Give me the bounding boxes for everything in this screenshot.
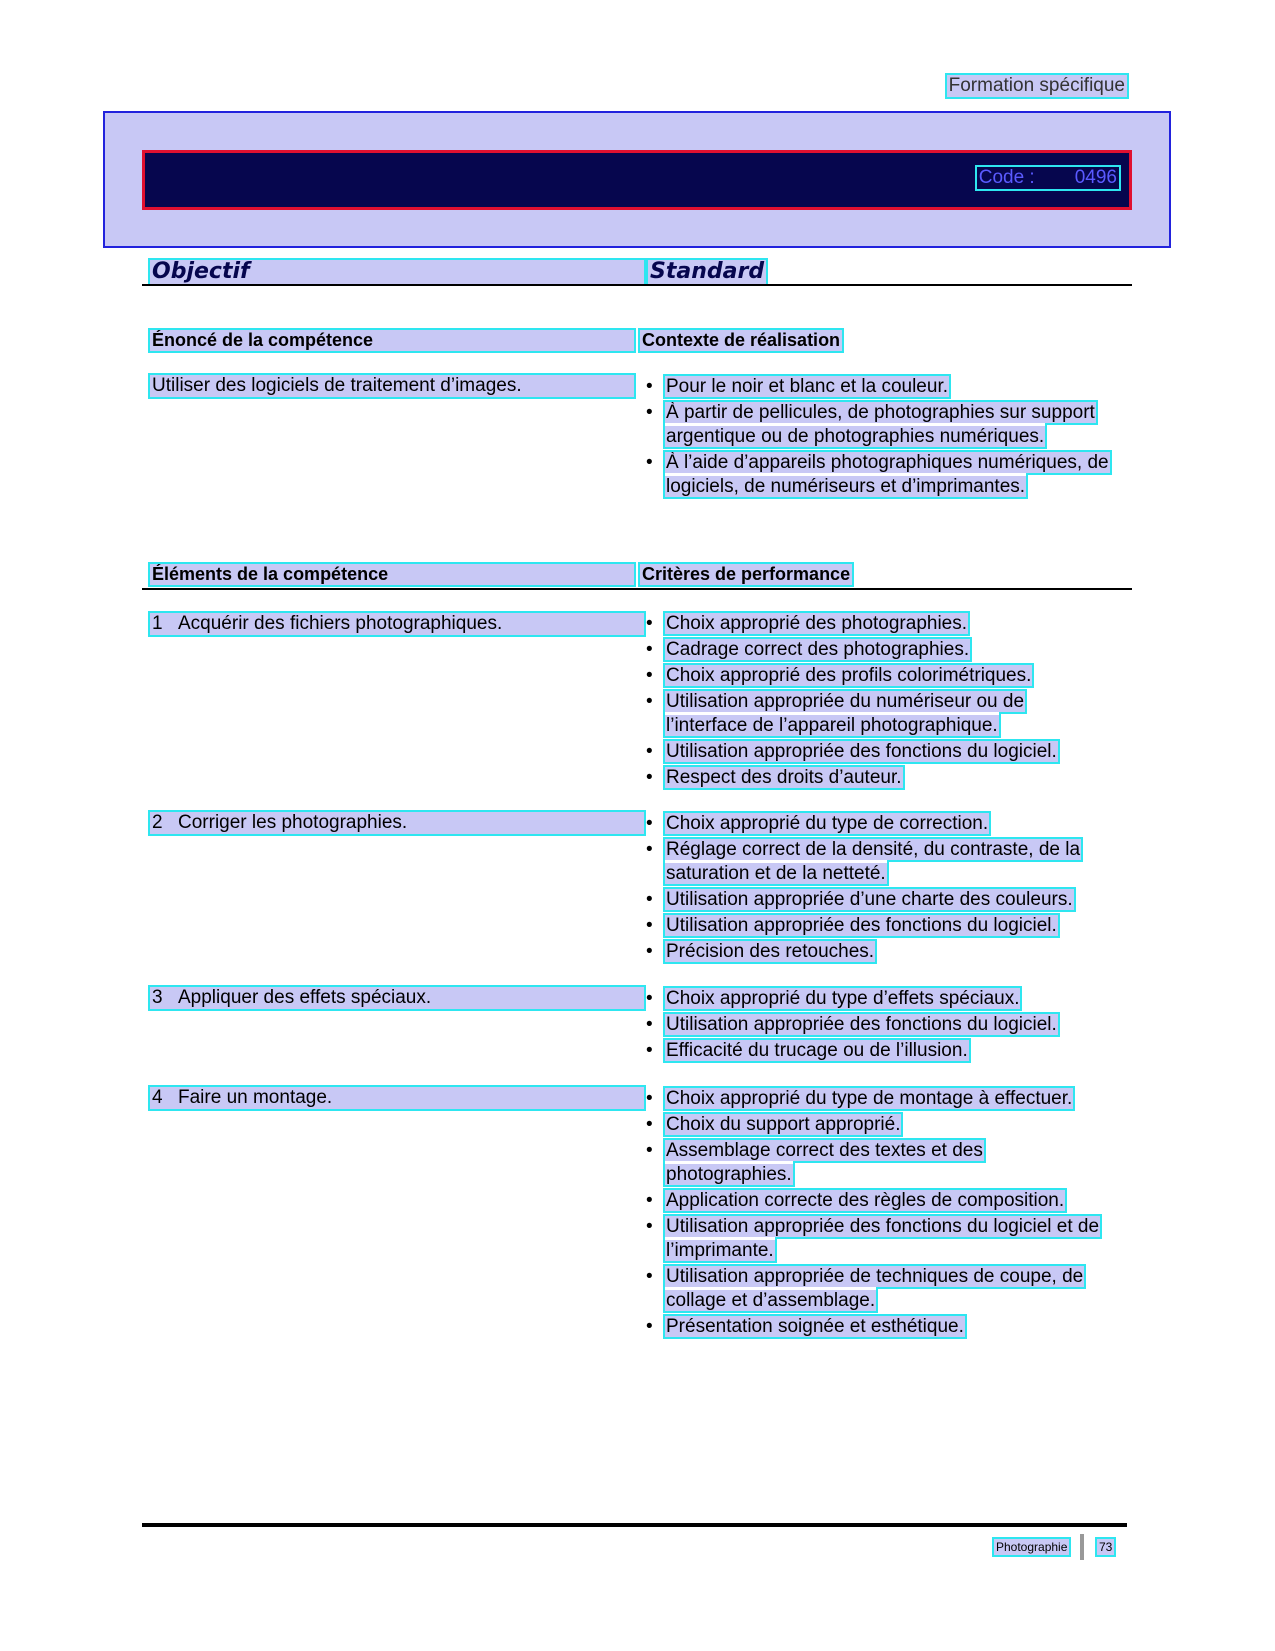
list-item: • Présentation soignée et esthétique. bbox=[643, 1315, 1133, 1339]
list-item: • Choix approprié du type de montage à effectuer. bbox=[643, 1087, 1133, 1111]
list-item: • Réglage correct de la densité, du contraste, de la saturation et de la netteté. bbox=[643, 838, 1133, 886]
page-number: 73 bbox=[1099, 1540, 1113, 1554]
list-item: • Utilisation appropriée des fonctions du logiciel. bbox=[643, 740, 1133, 764]
list-item: • Pour le noir et blanc et la couleur. bbox=[643, 375, 1113, 399]
footer-separator bbox=[1080, 1534, 1084, 1560]
program-section-label: Formation spécifique bbox=[948, 75, 1125, 96]
list-item: • Utilisation appropriée d’une charte des couleurs. bbox=[643, 888, 1133, 912]
competence-statement: Utiliser des logiciels de traitement d’images. bbox=[150, 375, 634, 397]
list-item: • Utilisation appropriée des fonctions du logiciel et de l’imprimante. bbox=[643, 1215, 1133, 1263]
list-item: • Choix approprié du type d’effets spéciaux. bbox=[643, 987, 1133, 1011]
title-bar bbox=[142, 150, 1132, 210]
heading-divider bbox=[142, 284, 1132, 286]
list-item: • Respect des droits d’auteur. bbox=[643, 766, 1133, 790]
list-item: • Utilisation appropriée de techniques de coupe, de collage et d’assemblage. bbox=[643, 1265, 1133, 1313]
list-item: • À partir de pellicules, de photographies sur support argentique ou de photographies numériques. bbox=[643, 401, 1113, 449]
code-label: Code : bbox=[978, 167, 1035, 188]
element-row-3 bbox=[150, 987, 644, 1009]
objective-column-heading: Objectif bbox=[150, 260, 644, 284]
element-row-1 bbox=[150, 613, 644, 635]
list-item: • Efficacité du trucage ou de l’illusion. bbox=[643, 1039, 1133, 1063]
element-label: Acquérir des fichiers photographiques. bbox=[178, 613, 503, 634]
element-label: Appliquer des effets spéciaux. bbox=[178, 987, 432, 1008]
statement-heading: Énoncé de la compétence bbox=[150, 330, 634, 351]
elements-heading: Éléments de la compétence bbox=[150, 564, 634, 585]
criteria-heading: Critères de performance bbox=[642, 564, 851, 584]
list-item: • Choix approprié du type de correction. bbox=[643, 812, 1133, 836]
element-label: Corriger les photographies. bbox=[178, 812, 408, 833]
list-item: • Assemblage correct des textes et des photographies. bbox=[643, 1139, 1050, 1187]
list-item: • Choix du support approprié. bbox=[643, 1113, 1133, 1137]
element-number: 3 bbox=[152, 987, 163, 1008]
context-list bbox=[643, 375, 1113, 501]
footer-program-name: Photographie bbox=[996, 1540, 1068, 1554]
list-item: • Choix approprié des profils colorimétriques. bbox=[643, 664, 1133, 688]
list-item: • Utilisation appropriée des fonctions du logiciel. bbox=[643, 1013, 1133, 1037]
criteria-list-3 bbox=[643, 987, 1133, 1065]
context-heading: Contexte de réalisation bbox=[642, 330, 841, 350]
element-number: 4 bbox=[152, 1087, 163, 1108]
list-item: • Utilisation appropriée du numériseur ou de l’interface de l’appareil photographique. bbox=[643, 690, 1085, 738]
standard-column-heading: Standard bbox=[650, 259, 765, 284]
list-item: • Précision des retouches. bbox=[643, 940, 1133, 964]
element-row-4 bbox=[150, 1087, 644, 1109]
element-row-2 bbox=[150, 812, 644, 834]
element-number: 1 bbox=[152, 613, 163, 634]
criteria-list-1 bbox=[643, 612, 1133, 792]
code-value: 0496 bbox=[1074, 167, 1117, 188]
list-item: • À l’aide d’appareils photographiques numériques, de logiciels, de numériseurs et d’imprimantes. bbox=[643, 451, 1113, 499]
list-item: • Utilisation appropriée des fonctions du logiciel. bbox=[643, 914, 1133, 938]
element-number: 2 bbox=[152, 812, 163, 833]
footer-rule bbox=[142, 1523, 1127, 1527]
list-item: • Choix approprié des photographies. bbox=[643, 612, 1133, 636]
element-label: Faire un montage. bbox=[178, 1087, 333, 1108]
list-item: • Application correcte des règles de composition. bbox=[643, 1189, 1133, 1213]
elements-divider bbox=[142, 588, 1132, 590]
list-item: • Cadrage correct des photographies. bbox=[643, 638, 1133, 662]
criteria-list-2 bbox=[643, 812, 1133, 966]
criteria-list-4 bbox=[643, 1087, 1133, 1341]
competence-code bbox=[977, 167, 1119, 189]
